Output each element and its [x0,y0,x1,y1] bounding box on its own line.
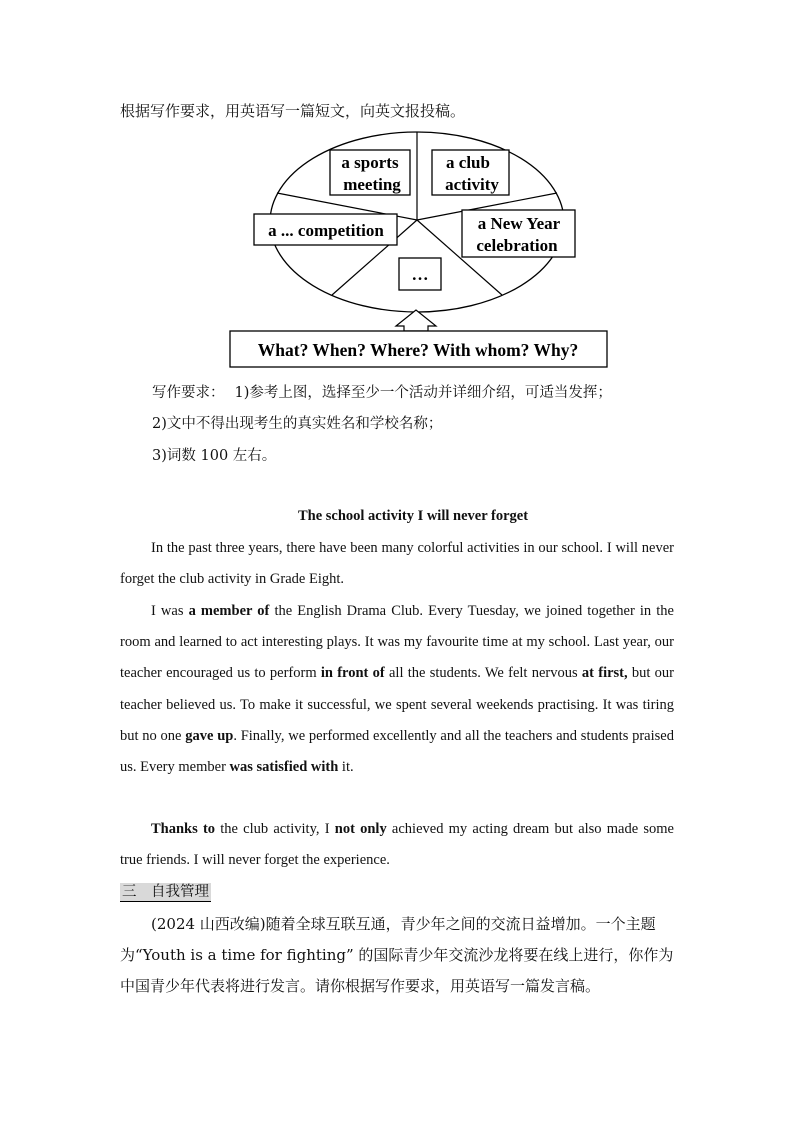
bold-phrase: gave up [185,727,234,744]
box-club-line2: activity [445,175,499,194]
box-competition [254,214,397,245]
bold-phrase: in front of [320,665,385,682]
box-more [399,258,441,290]
question-arrow-box [230,310,607,367]
section-heading: 三 自我管理 [122,884,209,900]
requirement-label: 写作要求： [152,385,225,401]
box-sports-line1: a sports [341,153,399,172]
essay-paragraph-1: In the past three years, there have been many colorful activities in our school. I will never forget the club activity in Grade Eight. [120,540,674,588]
intro-text: 根据写作要求，用英语写一篇短文，向英文报投稿。 [120,102,466,120]
bold-phrase: at first, [581,665,628,682]
text-run: achieved my acting dream but also made some true friends. I will never forget the experience. [120,821,674,869]
bold-phrase: a member of [188,603,270,619]
essay-title: The school activity I will never forget [297,508,529,524]
text-run: I was [151,603,189,619]
text-run: the English Drama Club. Every Tuesday, we joined together in the room and learned to act interesting plays. It was my favourite time at my school. Last year, our teacher encouraged us to perform [120,603,674,682]
task2-text: (2024 山西改编)随着全球互联互通，青少年之间的交流日益增加。一个主题为“Youth is a time for fighting” 的国际青少年交流沙龙将要在线上进行，你作为中国青少年代表将进行发言。请你根据写作要求，用英语写一篇发言稿。 [120,915,674,995]
essay-paragraph-2 [120,596,674,783]
bold-phrase: was satisfied with [229,759,339,776]
box-newyear-line1: a New Year [477,214,561,233]
box-sports-line2: meeting [343,175,401,194]
bold-phrase: not only [334,821,387,837]
requirement-2: 2)文中不得出现考生的真实姓名和学校名称； [152,416,443,432]
text-run: . Finally, we performed excellently and all the teachers and students praised us. Every member [120,727,674,776]
box-club-activity [432,150,509,195]
box-competition-label: a ... competition [268,221,384,240]
requirement-3: 3)词数 100 左右。 [152,448,277,464]
activity-diagram [0,0,794,380]
text-run: all the students. We felt nervous [384,665,582,682]
bold-phrase: Thanks to [151,821,216,837]
box-sports-meeting [330,150,410,195]
question-box-label: What? When? Where? With whom? Why? [257,340,579,360]
essay-paragraph-3 [120,814,674,876]
arrow-up-icon [396,310,436,331]
box-newyear-line2: celebration [476,236,558,255]
text-run: but our teacher believed us. To make it successful, we spent several weekends practising. It was tiring but no one [120,665,675,744]
box-club-line1: a club [446,153,490,172]
requirement-1-text: 1)参考上图，选择至少一个活动并详细介绍，可适当发挥； [234,385,612,401]
box-new-year [462,210,575,257]
box-more-label: … [411,265,429,284]
text-run: the club activity, I [215,821,335,837]
text-run: it. [338,759,354,776]
requirement-1 [152,383,612,403]
